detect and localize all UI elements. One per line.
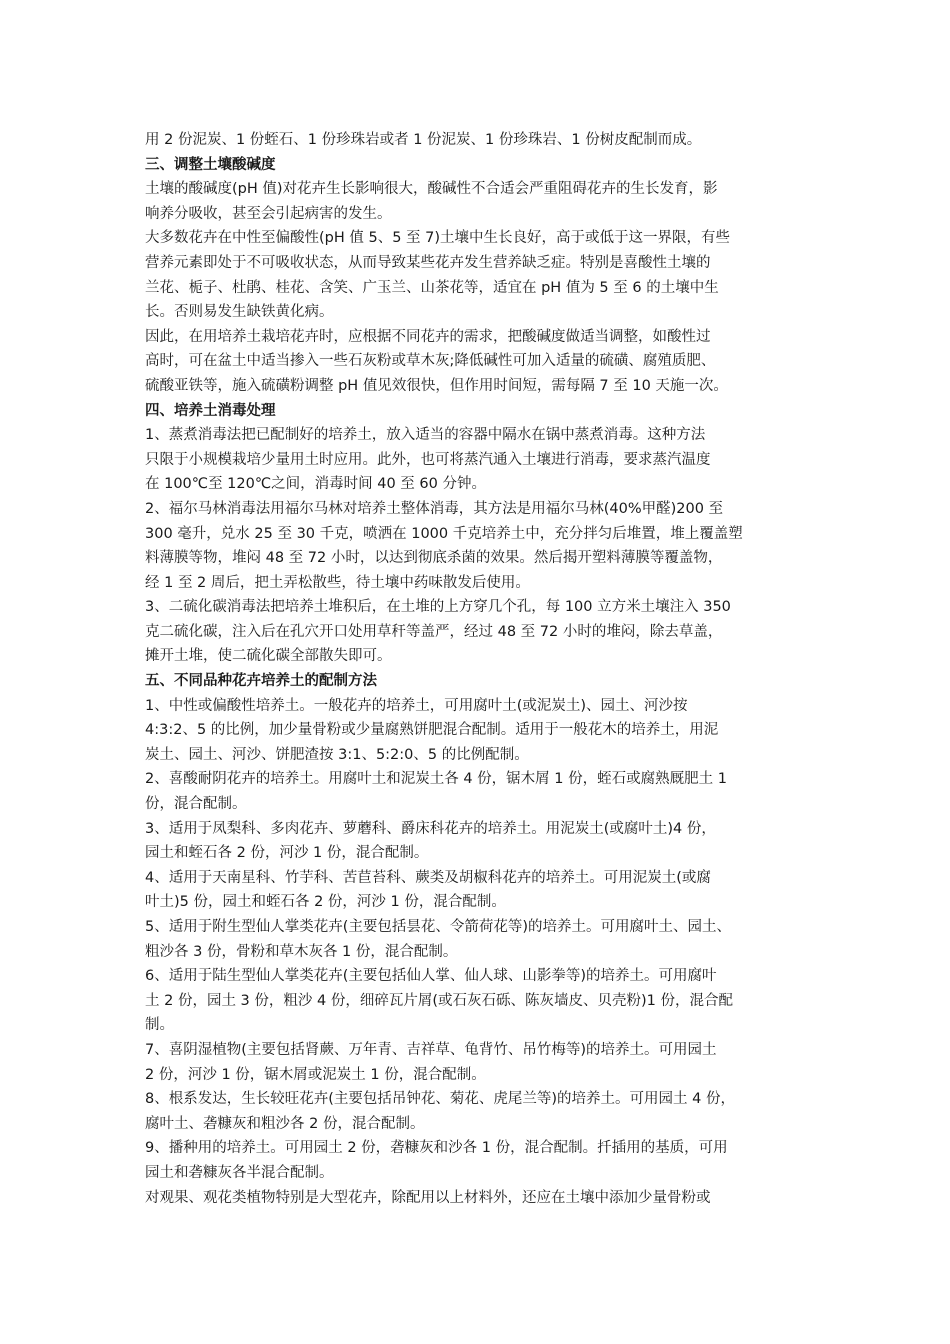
paragraph-line: 营养元素即处于不可吸收状态，从而导致某些花卉发生营养缺乏症。特别是喜酸性土壤的 xyxy=(145,254,711,271)
paragraph-line: 炭土、园土、河沙、饼肥渣按 3:1、5:2:0、5 的比例配制。 xyxy=(145,746,529,763)
paragraph-line: 1、蒸煮消毒法把已配制好的培养土，放入适当的容器中隔水在锅中蒸煮消毒。这种方法 xyxy=(145,427,706,444)
paragraph-line: 3、二硫化碳消毒法把培养土堆积后，在土堆的上方穿几个孔，每 100 立方米土壤注入 350 xyxy=(145,599,731,616)
paragraph-line: 大多数花卉在中性至偏酸性(pH 值 5、5 至 7)土壤中生长良好，高于或低于这一界限，有些 xyxy=(145,230,731,247)
paragraph-line: 园土和砻糠灰各半混合配制。 xyxy=(145,1164,334,1181)
paragraph-line: 腐叶土、砻糠灰和粗沙各 2 份，混合配制。 xyxy=(145,1115,425,1132)
paragraph-line: 因此，在用培养土栽培花卉时，应根据不同花卉的需求，把酸碱度做适当调整，如酸性过 xyxy=(145,328,711,345)
paragraph-line: 300 毫升，兑水 25 至 30 千克，喷洒在 1000 千克培养土中，充分拌匀后堆置，堆上覆盖塑 xyxy=(145,525,743,542)
paragraph-line: 5、适用于附生型仙人掌类花卉(主要包括昙花、令箭荷花等)的培养土。可用腐叶土、园土、 xyxy=(145,919,732,935)
paragraph-line: 3、适用于凤梨科、多肉花卉、萝蘑科、爵床科花卉的培养土。用泥炭土(或腐叶土)4 份， xyxy=(145,820,716,837)
paragraph-line: 6、适用于陆生型仙人掌类花卉(主要包括仙人掌、仙人球、山影拳等)的培养土。可用腐叶 xyxy=(145,968,717,985)
section-heading: 三、调整土壤酸碱度 xyxy=(145,156,276,173)
paragraph-line: 克二硫化碳，注入后在孔穴开口处用草秆等盖严，经过 48 至 72 小时的堆闷，除去草盖， xyxy=(145,623,723,640)
paragraph-line: 摊开土堆，使二硫化碳全部散失即可。 xyxy=(145,648,392,665)
paragraph-line: 经 1 至 2 周后，把土弄松散些，待土壤中药味散发后使用。 xyxy=(145,574,530,591)
paragraph-line: 2 份，河沙 1 份，锯木屑或泥炭土 1 份，混合配制。 xyxy=(145,1066,486,1083)
paragraph-line: 粗沙各 3 份，骨粉和草木灰各 1 份，混合配制。 xyxy=(145,943,458,960)
paragraph-line: 土 2 份，园土 3 份，粗沙 4 份，细碎瓦片屑(或石灰石砾、陈灰墙皮、贝壳粉)1 份，混合配 xyxy=(145,992,733,1009)
paragraph-line: 叶土)5 份，园土和蛭石各 2 份，河沙 1 份，混合配制。 xyxy=(145,894,506,911)
section-heading: 五、不同品种花卉培养土的配制方法 xyxy=(145,673,377,690)
paragraph-line: 份，混合配制。 xyxy=(145,796,247,813)
paragraph-line: 响养分吸收，甚至会引起病害的发生。 xyxy=(145,205,392,222)
paragraph-line: 8、根系发达，生长较旺花卉(主要包括吊钟花、菊花、虎尾兰等)的培养土。可用园土 4 份， xyxy=(145,1091,735,1108)
paragraph-line: 2、喜酸耐阴花卉的培养土。用腐叶土和泥炭土各 4 份，锯木屑 1 份，蛭石或腐熟厩肥土 1 xyxy=(145,771,727,788)
paragraph-line: 4:3:2、5 的比例，加少量骨粉或少量腐熟饼肥混合配制。适用于一般花木的培养土，用泥 xyxy=(145,722,719,739)
paragraph-line: 土壤的酸碱度(pH 值)对花卉生长影响很大，酸碱性不合适会严重阻碍花卉的生长发育，影 xyxy=(145,181,718,198)
paragraph-line: 9、播种用的培养土。可用园土 2 份，砻糠灰和沙各 1 份，混合配制。扦插用的基质，可用 xyxy=(145,1140,728,1157)
paragraph-line: 只限于小规模栽培少量用土时应用。此外，也可将蒸汽通入土壤进行消毒，要求蒸汽温度 xyxy=(145,451,711,468)
paragraph-line: 4、适用于天南星科、竹芋科、苦苣苔科、蕨类及胡椒科花卉的培养土。可用泥炭土(或腐 xyxy=(145,869,711,886)
paragraph-line: 硫酸亚铁等，施入硫磺粉调整 pH 值见效很快，但作用时间短，需每隔 7 至 10 天施一次。 xyxy=(145,377,728,394)
paragraph-line: 料薄膜等物，堆闷 48 至 72 小时，以达到彻底杀菌的效果。然后揭开塑料薄膜等覆盖物， xyxy=(145,550,723,567)
paragraph-line: 高时，可在盆土中适当掺入一些石灰粉或草木灰;降低碱性可加入适量的硫磺、腐殖质肥、 xyxy=(145,353,716,370)
paragraph-line: 对观果、观花类植物特别是大型花卉，除配用以上材料外，还应在土壤中添加少量骨粉或 xyxy=(145,1189,711,1206)
paragraph-line: 7、喜阴湿植物(主要包括肾蕨、万年青、吉祥草、龟背竹、吊竹梅等)的培养土。可用园土 xyxy=(145,1041,717,1058)
section-heading: 四、培养土消毒处理 xyxy=(145,402,276,419)
paragraph-line: 兰花、栀子、杜鹃、桂花、含笑、广玉兰、山茶花等，适宜在 pH 值为 5 至 6 的土壤中生 xyxy=(145,279,719,296)
document-body xyxy=(145,128,817,1210)
paragraph-line: 园土和蛭石各 2 份，河沙 1 份，混合配制。 xyxy=(145,845,429,862)
paragraph-line: 用 2 份泥炭、1 份蛭石、1 份珍珠岩或者 1 份泥炭、1 份珍珠岩、1 份树皮配制而成。 xyxy=(145,132,702,148)
paragraph-line: 长。否则易发生缺铁黄化病。 xyxy=(145,304,334,321)
paragraph-line: 在 100℃至 120℃之间，消毒时间 40 至 60 分钟。 xyxy=(145,476,486,493)
paragraph-line: 2、福尔马林消毒法用福尔马林对培养土整体消毒，其方法是用福尔马林(40%甲醛)200 至 xyxy=(145,500,724,517)
paragraph-line: 1、中性或偏酸性培养土。一般花卉的培养土，可用腐叶土(或泥炭土)、园土、河沙按 xyxy=(145,697,688,714)
paragraph-line: 制。 xyxy=(145,1017,174,1034)
